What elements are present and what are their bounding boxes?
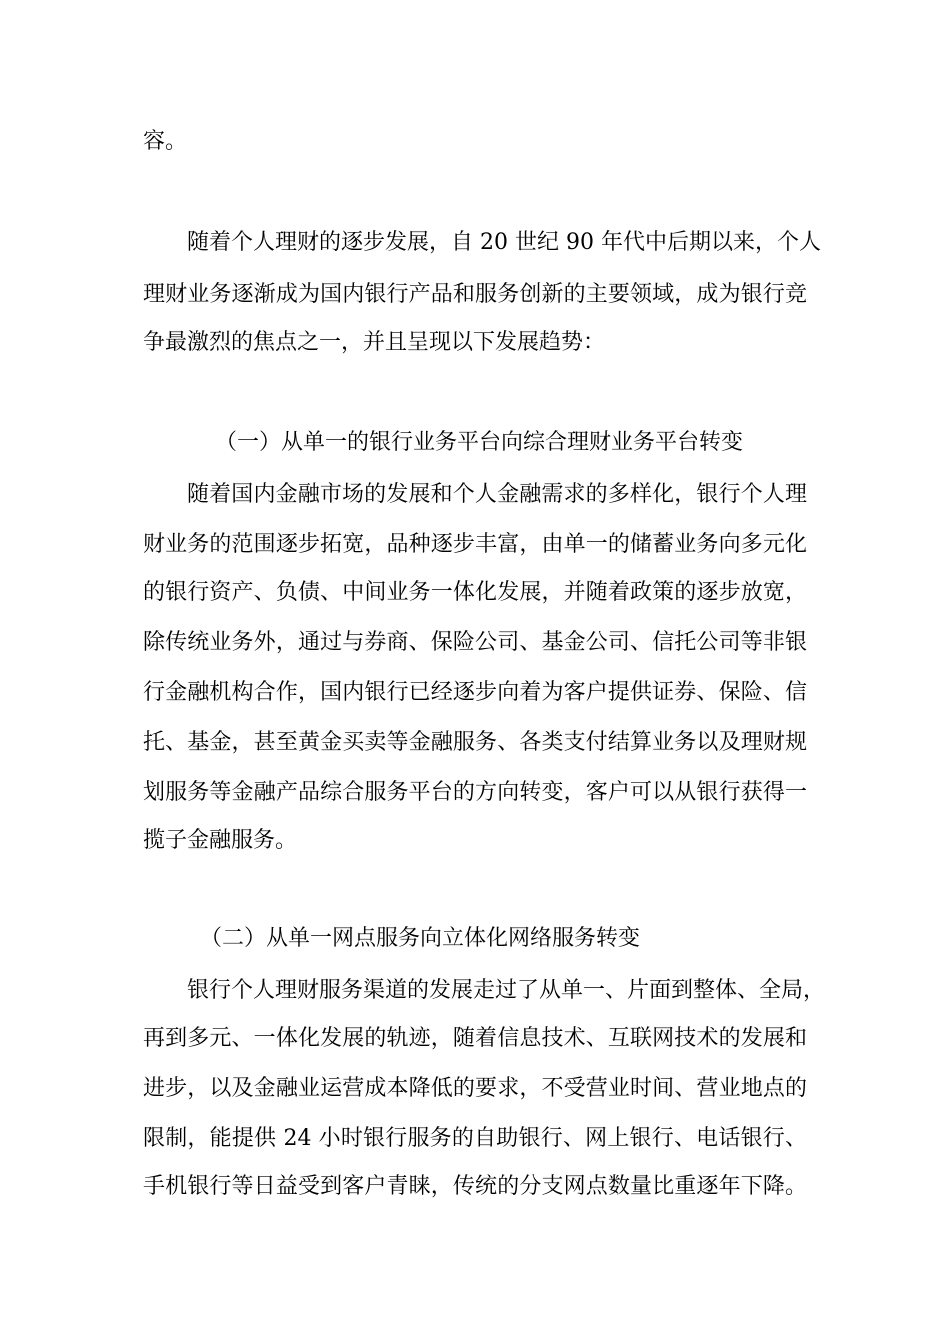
section-2-line-3: 进步，以及金融业运营成本降低的要求，不受营业时间、营业地点的: [143, 1076, 807, 1101]
section-2-line-5: 手机银行等日益受到客户青睐，传统的分支网点数量比重逐年下降。: [143, 1174, 807, 1199]
section-1-line-7: 划服务等金融产品综合服务平台的方向转变，客户可以从银行获得一: [143, 780, 807, 805]
paragraph-1-line-2: 理财业务逐渐成为国内银行产品和服务创新的主要领域，成为银行竞: [143, 282, 807, 307]
section-1-heading: （一）从单一的银行业务平台向综合理财业务平台转变: [215, 430, 744, 455]
section-1-line-1: 随着国内金融市场的发展和个人金融需求的多样化，银行个人理: [187, 482, 807, 507]
section-2-heading: （二）从单一网点服务向立体化网络服务转变: [200, 926, 641, 951]
opening-fragment: 容。: [143, 129, 188, 154]
section-1-line-5: 行金融机构合作，国内银行已经逐步向着为客户提供证券、保险、信: [143, 680, 807, 705]
section-1-line-2: 财业务的范围逐步拓宽，品种逐步丰富，由单一的储蓄业务向多元化: [143, 532, 807, 557]
paragraph-1-line-3: 争最激烈的焦点之一，并且呈现以下发展趋势：: [143, 330, 606, 355]
section-1-line-6: 托、基金，甚至黄金买卖等金融服务、各类支付结算业务以及理财规: [143, 730, 807, 755]
section-2-line-2: 再到多元、一体化发展的轨迹，随着信息技术、互联网技术的发展和: [143, 1026, 807, 1051]
section-2-line-4: 限制，能提供 24 小时银行服务的自助银行、网上银行、电话银行、: [143, 1126, 807, 1151]
section-2-line-1: 银行个人理财服务渠道的发展走过了从单一、片面到整体、全局，: [187, 978, 826, 1003]
paragraph-1-line-1: 随着个人理财的逐步发展，自 20 世纪 90 年代中后期以来，个人: [187, 230, 821, 255]
section-1-line-4: 除传统业务外，通过与券商、保险公司、基金公司、信托公司等非银: [143, 630, 807, 655]
section-1-line-3: 的银行资产、负债、中间业务一体化发展，并随着政策的逐步放宽，: [143, 580, 807, 605]
section-1-line-8: 揽子金融服务。: [143, 828, 298, 853]
